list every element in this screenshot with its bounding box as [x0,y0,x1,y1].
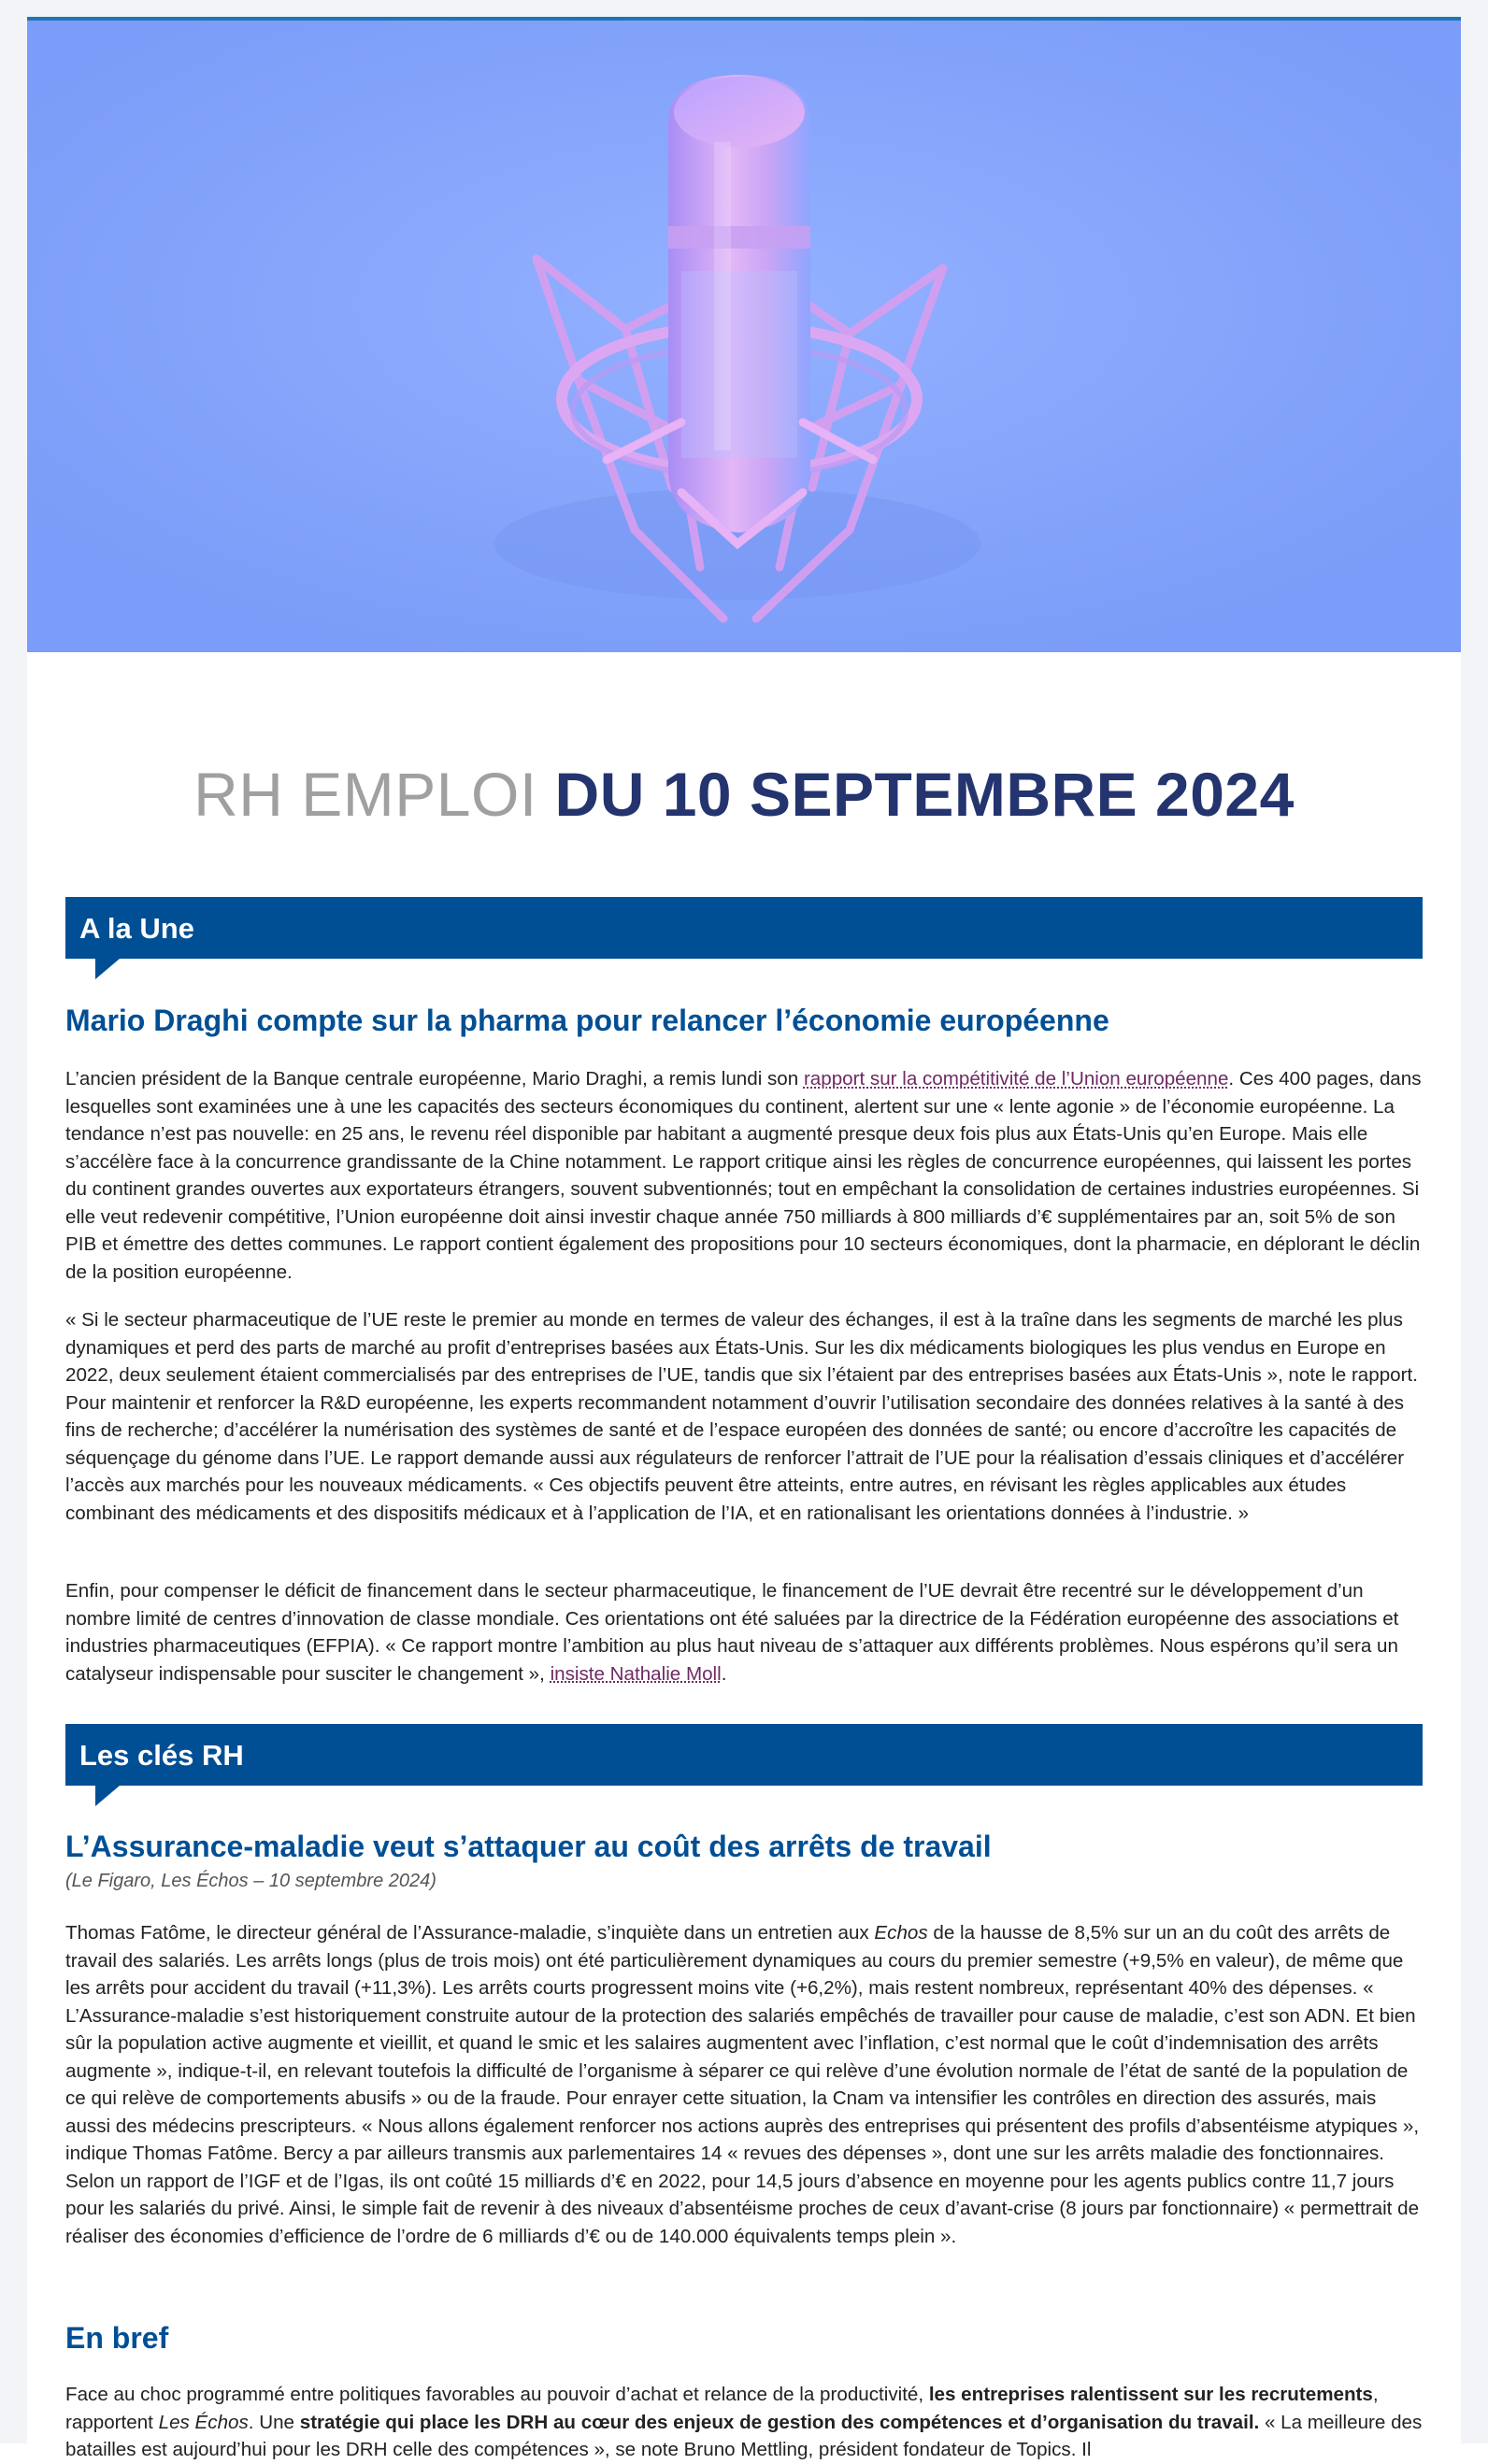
section-label: A la Une [79,912,194,945]
link-insiste-nathalie-moll[interactable]: insiste Nathalie Moll [550,1662,722,1685]
article-paragraph-1 [65,1065,1423,1286]
paragraph-text: , rapportent [65,2384,1379,2433]
article-paragraph-3 [65,1577,1423,1688]
section-notch [95,1786,120,1806]
section-label: Les clés RH [79,1739,244,1772]
paragraph-text: Face au choc programmé entre politiques favorables au pouvoir d’achat et relance de la productivité, [65,2384,929,2405]
article-source: (Le Figaro, Les Échos – 10 septembre 2024) [65,1871,436,1891]
microphone-illustration-icon [27,21,1461,652]
newsletter-title [65,759,1423,830]
paragraph-text: Enfin, pour compenser le déficit de financement dans le secteur pharmaceutique, le financement de l’UE devrait être recentré sur le développement d’un nombre limité de centres d’innovation de classe mondiale. Ces orientations ont été saluées par la directrice de la Fédération européenne des associations et industries pharmaceutiques (EFPIA). « Ce rapport montre l’ambition au plus haut niveau de s’attaquer aux différents problèmes. Nous espérons qu’il sera un catalyseur indispensable pour susciter le changement », [65,1580,1399,1685]
paragraph-text: de la hausse de 8,5% sur un an du coût des arrêts de travail des salariés. Les arrêts longs (plus de trois mois) ont été particulièrement dynamiques au cours du premier semestre (+9,5% en valeur), de même que les arrêts pour accident du travail (+11,3%). Les arrêts courts progressent moins vite (+6,2%), mais restent nombreux, représentant 40% des dépenses. « L’Assurance-maladie s’est historiquement construite autour de la protection des salariés empêchés de travailler pour cause de maladie, c’est son ADN. Et bien sûr la population active augmente et vieillit, et quand le smic et les salaires augmentent avec l’inflation, c’est normal que le coût d’indemnisation des arrêts augmente », indique-t-il, en relevant toutefois la difficulté de l’organisme à séparer ce qui relève d’une évolution normale de l’état de santé de la population de ce qui relève de comportements abusifs » ou de la fraude. Pour enrayer cette situation, la Cnam va intensifier les contrôles en direction des assurés, mais aussi des médecins prescripteurs. « Nous allons également renforcer nos actions auprès des entreprises qui présentent des profils d’absentéisme atypiques », indique Thomas Fatôme. Bercy a par ailleurs transmis aux parlementaires 14 « revues des dépenses », dont une sur les arrêts maladie des fonctionnaires. Selon un rapport de l’IGF et de l’Igas, ils ont coûté 15 milliards d’€ en 2022, pour 14,5 jours d’absence en moyenne pour les agents publics contre 11,7 jours pour les salariés du privé. Ainsi, le simple fait de revenir à des niveaux d’absentéisme proches de ceux d’avant-crise (8 jours par fonctionnaire) « permettrait de réaliser des économies d’efficience de l’ordre de 6 milliards d’€ ou de 140.000 équivalents temps plein ». [65,1922,1420,2247]
article-paragraph-2: « Si le secteur pharmaceutique de l’UE reste le premier au monde en termes de valeur des échanges, il est à la traîne dans les segments de marché les plus dynamiques et perd des parts de marché au profit d’entreprises basées aux États-Unis. Sur les dix médicaments biologiques les plus vendus en Europe en 2022, deux seulement étaient commercialisés par des entreprises de l’UE, tandis que six l’étaient par des entreprises basées aux États-Unis », note le rapport. Pour maintenir et renforcer la R&D européenne, les experts recommandent notamment d’ouvrir l’utilisation secondaire des données relatives à la santé à des fins de recherche; d’accélérer la numérisation des systèmes de santé et de l’espace européen des données de santé; ou encore d’accroître les capacités de séquençage du génome dans l’UE. Le rapport demande aussi aux régulateurs de renforcer l’attrait de l’UE pour la réalisation d’essais cliniques et d’accélérer l’accès aux marchés pour les nouveaux médicaments. « Ces objectifs peuvent être atteints, entre autres, en révisant les règles applicables aux études combinant des médicaments et des dispositifs médicaux et à l’application de l’IA, et en rationalisant les orientations données à l’industrie. » [65,1309,1418,1524]
link-rapport-competitivite[interactable]: rapport sur la compétitivité de l’Union européenne [803,1068,1229,1090]
article-paragraph-assurance [65,1919,1423,2250]
paragraph-text: . [721,1662,727,1685]
section-header-a-la-une [65,897,1423,959]
paragraph-text: « La meilleure des batailles est aujourd’hui pour les DRH celle des compétences », se note Bruno Mettling, président fondateur de Topics. Il [65,2411,1423,2460]
hero-banner [27,21,1461,652]
article-title-draghi: Mario Draghi compte sur la pharma pour relancer l’économie européenne [65,1004,1109,1037]
paragraph-text: L’ancien président de la Banque centrale européenne, Mario Draghi, a remis lundi son [65,1068,804,1090]
title-part-grey: RH EMPLOI [193,760,537,829]
en-bref-title: En bref [65,2321,169,2355]
section-notch [95,959,120,979]
paragraph-text: . Ces 400 pages, dans lesquelles sont examinées une à une les capacités des secteurs économiques du continent, alertent sur une « lente agonie » de l’économie européenne. La tendance n’est pas nouvelle: en 25 ans, le revenu réel disponible par habitant a augmenté presque deux fois plus aux États-Unis qu’en Europe. Mais elle s’accélère face à la concurrence grandissante de la Chine notamment. Le rapport critique ainsi les règles de concurrence européennes, qui laissent les portes du continent grandes ouvertes aux exportateurs étrangers, souvent subventionnés; tout en empêchant la consolidation de certaines industries européennes. Si elle veut redevenir compétitive, l’Union européenne doit ainsi investir chaque année 750 milliards à 800 milliards d’€ supplémentaires par an, soit 5% de son PIB et émettre des dettes communes. Le rapport contient également des propositions pour 10 secteurs économiques, dont la pharmacie, en déplorant le déclin de la position européenne. [65,1068,1422,1283]
paragraph-text: . Une [248,2411,300,2433]
bold-text: les entreprises ralentissent sur les recrutements [928,2384,1373,2405]
title-part-date: DU 10 SEPTEMBRE 2024 [554,760,1295,829]
article-title-assurance-maladie: L’Assurance-maladie veut s’attaquer au coût des arrêts de travail [65,1830,992,1863]
paragraph-text: Thomas Fatôme, le directeur général de l’Assurance-maladie, s’inquiète dans un entretien aux [65,1922,875,1944]
newsletter-card [27,21,1461,2460]
publication-name: Les Échos [158,2411,249,2433]
section-header-les-cles-rh [65,1724,1423,1786]
bold-text: stratégie qui place les DRH au cœur des enjeux de gestion des compétences et d’organisation du travail. [299,2411,1260,2433]
publication-name: Echos [874,1922,928,1944]
en-bref-paragraph [65,2381,1423,2464]
